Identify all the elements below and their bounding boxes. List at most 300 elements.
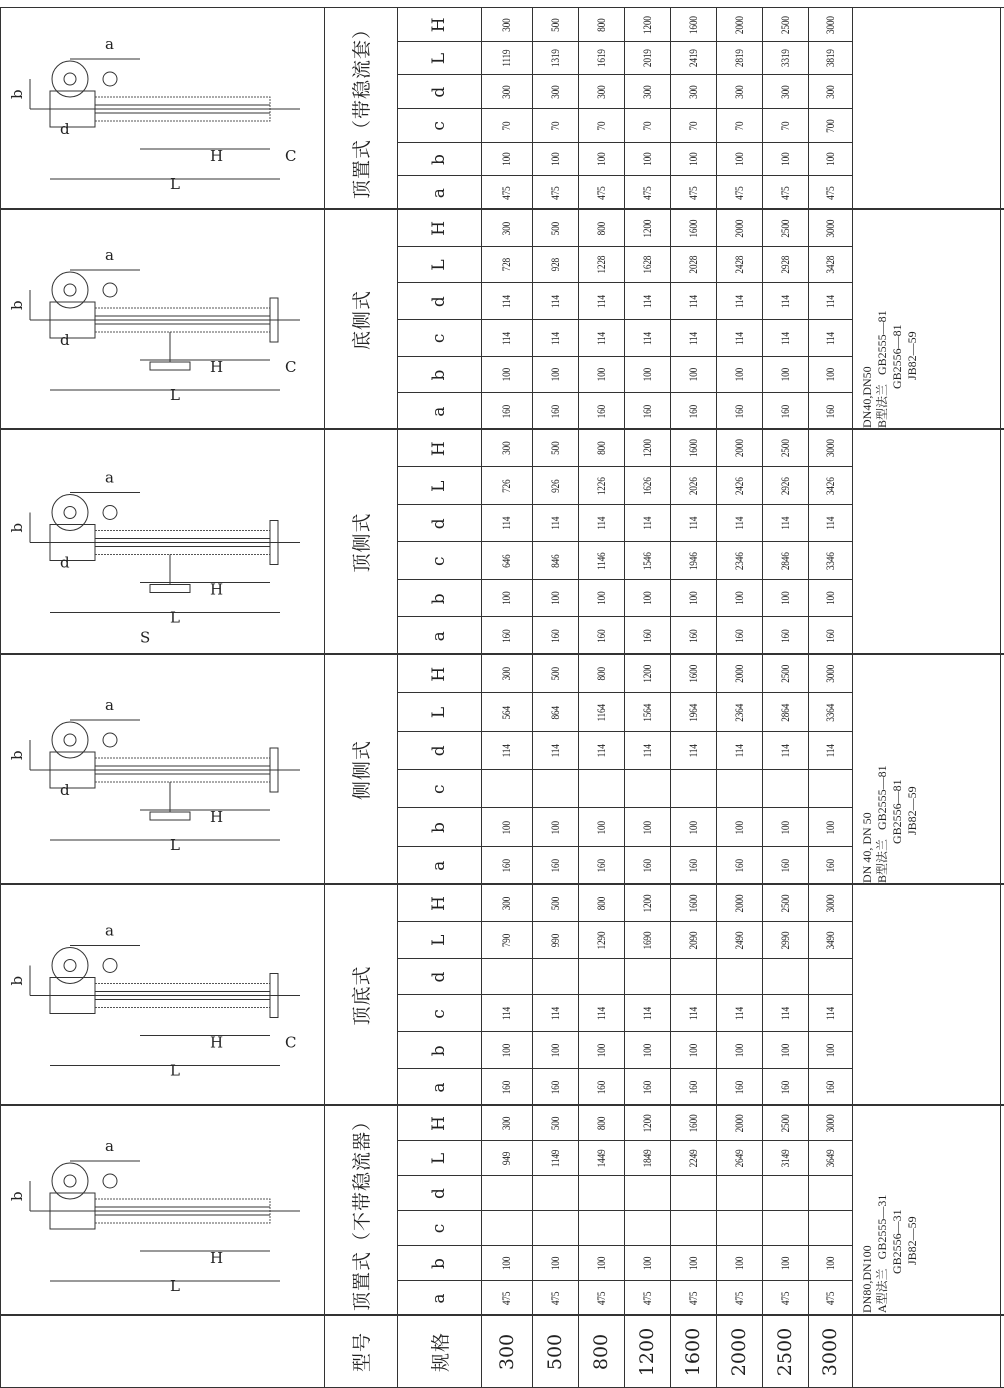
cell-d — [481, 963, 532, 992]
cell-H: 2000 — [731, 1114, 746, 1133]
spec-value: 2500 — [774, 1327, 796, 1377]
flange-standard-note — [860, 1195, 920, 1313]
param-header-b: b — [429, 369, 449, 381]
cell-c: 646 — [499, 554, 513, 568]
cell-H: 2500 — [777, 219, 792, 238]
cell-a: 160 — [639, 629, 654, 643]
cell-H: 1200 — [639, 15, 654, 34]
dim-label-b: b — [8, 522, 26, 533]
cell-b: 100 — [499, 368, 513, 382]
cell-c — [808, 774, 852, 804]
param-header-H: H — [429, 666, 449, 682]
cell-H: 2500 — [777, 894, 792, 913]
cell-d: 114 — [822, 744, 837, 758]
spec-value: 2000 — [728, 1327, 750, 1377]
cell-b: 100 — [731, 1044, 746, 1058]
cell-L: 2490 — [731, 931, 746, 950]
cell-c: 1546 — [639, 552, 654, 571]
cell-L: 2019 — [639, 49, 654, 68]
cell-d: 114 — [731, 295, 746, 309]
dim-label-a: a — [105, 696, 114, 714]
cell-H: 300 — [499, 667, 513, 681]
dim-label-L: L — [170, 1277, 180, 1295]
cell-b: 100 — [822, 152, 837, 167]
param-header-b: b — [429, 822, 449, 833]
cell-a: 160 — [593, 405, 608, 419]
param-header-d: d — [429, 1188, 449, 1199]
cell-b: 100 — [499, 1256, 513, 1271]
cell-L: 928 — [547, 258, 562, 272]
cell-d — [624, 1180, 670, 1207]
cell-H: 800 — [593, 18, 608, 32]
cell-H: 800 — [593, 896, 608, 911]
cell-a: 160 — [639, 1080, 654, 1095]
cell-L: 2028 — [685, 256, 700, 274]
cell-b: 100 — [593, 820, 608, 835]
dim-label-S: S — [140, 628, 151, 647]
cell-d — [762, 963, 808, 992]
cell-b: 100 — [547, 152, 562, 167]
cell-L: 1149 — [547, 1149, 562, 1168]
cell-H: 300 — [499, 18, 513, 32]
param-header-c: c — [429, 784, 449, 794]
cell-L: 2928 — [777, 256, 792, 274]
cell-b: 100 — [593, 1256, 608, 1271]
dim-label-L: L — [170, 175, 180, 193]
model-label: 型号 — [351, 1332, 373, 1373]
section-type-label: 侧侧式 — [351, 740, 373, 801]
cell-a: 475 — [731, 1291, 746, 1306]
dim-label-C: C — [285, 147, 297, 165]
cell-H: 2000 — [731, 15, 746, 34]
note-line: GB2556—31 — [890, 1209, 904, 1313]
cell-d: 114 — [499, 517, 513, 531]
cell-H: 800 — [593, 667, 608, 681]
note-line: DN80,DN100 — [860, 1245, 874, 1313]
cell-L: 2026 — [685, 477, 700, 496]
cell-a: 475 — [499, 186, 513, 200]
cell-c: 114 — [685, 1007, 700, 1021]
cell-c: 2346 — [731, 552, 746, 571]
cell-c: 114 — [547, 1007, 562, 1021]
cell-d — [578, 963, 624, 992]
param-header-H: H — [429, 441, 449, 457]
cell-L: 1619 — [593, 49, 608, 68]
cell-a: 475 — [593, 1291, 608, 1306]
dim-label-H: H — [210, 580, 224, 599]
cell-H: 800 — [593, 221, 608, 236]
cell-c — [762, 1215, 808, 1242]
cell-L: 3819 — [822, 49, 837, 68]
cell-H: 2500 — [777, 15, 792, 34]
cell-d: 114 — [777, 744, 792, 758]
dim-label-d: d — [60, 553, 70, 572]
dim-label-d: d — [60, 120, 70, 138]
cell-b: 100 — [547, 820, 562, 835]
cell-b: 100 — [547, 592, 562, 606]
section-type-label: 顶置式（不带稳流器） — [351, 1111, 373, 1312]
param-header-c: c — [429, 1009, 449, 1019]
note-line: DN 40, DN 50 — [860, 812, 874, 883]
spec-value: 500 — [544, 1333, 566, 1371]
cell-H: 2500 — [777, 1114, 792, 1133]
cell-a: 160 — [731, 1080, 746, 1095]
cell-a: 160 — [685, 405, 700, 419]
param-header-b: b — [429, 1045, 449, 1057]
cell-H: 1600 — [685, 219, 700, 238]
cell-c: 70 — [547, 121, 562, 131]
dim-label-b: b — [8, 750, 26, 760]
cell-b: 100 — [731, 592, 746, 606]
cell-c: 70 — [593, 121, 608, 131]
cell-a: 475 — [822, 186, 837, 200]
cell-d: 114 — [639, 517, 654, 531]
param-header-d: d — [429, 86, 449, 98]
cell-H: 3000 — [822, 219, 837, 238]
gauge-diagram-top-mounted-with-stabilizer — [0, 8, 324, 210]
cell-b: 100 — [822, 368, 837, 382]
cell-d: 114 — [593, 744, 608, 758]
note-line: JB82—59 — [905, 331, 919, 428]
cell-d — [762, 1180, 808, 1207]
cell-d — [808, 1180, 852, 1207]
note-line: B型法兰 GB2555—81 — [875, 765, 889, 883]
dim-label-H: H — [210, 808, 224, 826]
cell-b: 100 — [685, 368, 700, 382]
cell-a: 160 — [547, 859, 562, 873]
cell-d: 300 — [639, 85, 654, 99]
cell-L: 1449 — [593, 1149, 608, 1168]
cell-c — [624, 774, 670, 804]
cell-b: 100 — [639, 152, 654, 167]
cell-d: 300 — [777, 85, 792, 99]
cell-a: 160 — [822, 1080, 837, 1095]
param-header-d: d — [429, 296, 449, 308]
cell-L: 2426 — [731, 477, 746, 496]
cell-b: 100 — [822, 592, 837, 606]
cell-L: 1626 — [639, 477, 654, 496]
cell-b: 100 — [639, 1256, 654, 1271]
cell-L: 1690 — [639, 931, 654, 950]
cell-c: 1146 — [593, 552, 608, 570]
cell-L: 1564 — [639, 703, 654, 722]
cell-a: 160 — [731, 859, 746, 873]
cell-b: 100 — [731, 368, 746, 382]
cell-c: 114 — [777, 1007, 792, 1021]
cell-c: 114 — [499, 331, 513, 345]
cell-c — [808, 1215, 852, 1242]
cell-d: 114 — [547, 295, 562, 309]
cell-L: 1628 — [639, 256, 654, 274]
cell-d — [716, 963, 762, 992]
param-header-c: c — [429, 333, 449, 344]
flange-standard-note — [860, 765, 920, 883]
note-line: GB2556—81 — [890, 324, 904, 428]
section-type-label: 顶置式（带稳流套） — [351, 19, 373, 200]
cell-a: 160 — [547, 1080, 562, 1095]
cell-L: 2819 — [731, 49, 746, 68]
cell-b: 100 — [731, 152, 746, 167]
cell-d — [670, 1180, 716, 1207]
cell-b: 100 — [777, 820, 792, 835]
cell-L: 3364 — [822, 703, 837, 722]
cell-c: 114 — [731, 331, 746, 345]
cell-c: 2846 — [777, 552, 792, 571]
cell-a: 160 — [593, 1080, 608, 1095]
cell-L: 949 — [499, 1151, 513, 1166]
cell-d: 114 — [777, 517, 792, 531]
spec-value: 1200 — [636, 1327, 658, 1377]
param-header-a: a — [429, 188, 449, 199]
dim-label-C: C — [285, 1033, 297, 1052]
cell-d — [532, 1180, 578, 1207]
cell-L: 2428 — [731, 256, 746, 274]
cell-a: 160 — [499, 1080, 513, 1095]
cell-a: 475 — [639, 186, 654, 200]
dim-label-d: d — [60, 331, 70, 349]
cell-L: 2364 — [731, 703, 746, 722]
dim-label-b: b — [8, 975, 26, 986]
cell-b: 100 — [777, 152, 792, 167]
dim-label-b: b — [8, 1191, 26, 1201]
rule-data-8 — [852, 8, 853, 1388]
cell-c: 700 — [822, 119, 837, 133]
cell-a: 475 — [777, 1291, 792, 1306]
note-line: GB2556—81 — [890, 779, 904, 883]
param-header-L: L — [429, 52, 449, 65]
cell-a: 160 — [499, 859, 513, 873]
param-header-d: d — [429, 971, 449, 983]
cell-d: 114 — [685, 744, 700, 758]
dim-label-L: L — [170, 386, 180, 404]
cell-L: 2990 — [777, 931, 792, 950]
cell-d: 114 — [547, 744, 562, 758]
cell-H: 1600 — [685, 894, 700, 913]
cell-b: 100 — [731, 1256, 746, 1271]
cell-c — [578, 774, 624, 804]
gauge-diagram-top-mounted-no-stabilizer — [0, 1106, 324, 1316]
cell-a: 160 — [639, 405, 654, 419]
param-header-H: H — [429, 220, 449, 236]
cell-a: 475 — [777, 186, 792, 200]
note-line: A型法兰 GB2555—31 — [875, 1194, 889, 1313]
cell-L: 990 — [547, 933, 562, 947]
spec-value: 800 — [590, 1333, 612, 1371]
cell-b: 100 — [777, 1044, 792, 1058]
cell-b: 100 — [499, 820, 513, 835]
dim-label-a: a — [105, 246, 114, 264]
cell-d: 114 — [639, 295, 654, 309]
cell-a: 160 — [499, 405, 513, 419]
cell-b: 100 — [547, 368, 562, 382]
dim-label-L: L — [170, 836, 180, 854]
cell-H: 500 — [547, 896, 562, 911]
cell-c: 114 — [731, 1007, 746, 1021]
cell-c: 114 — [499, 1007, 513, 1021]
cell-L: 3426 — [822, 477, 837, 496]
cell-c: 114 — [685, 331, 700, 345]
cell-H: 1600 — [685, 665, 700, 684]
cell-b: 100 — [685, 820, 700, 835]
param-header-L: L — [429, 1152, 449, 1165]
cell-H: 3000 — [822, 665, 837, 684]
cell-H: 2000 — [731, 665, 746, 684]
cell-c: 114 — [639, 331, 654, 345]
cell-a: 475 — [499, 1291, 513, 1306]
cell-a: 160 — [777, 1080, 792, 1095]
cell-H: 2000 — [731, 219, 746, 238]
gauge-diagram-bottom-side — [0, 210, 324, 430]
section-type-label: 顶侧式 — [351, 512, 373, 573]
cell-L: 1964 — [685, 703, 700, 722]
cell-b: 100 — [639, 820, 654, 835]
section-type-label: 顶底式 — [351, 965, 373, 1026]
param-header-a: a — [429, 1293, 449, 1304]
param-header-L: L — [429, 934, 449, 946]
cell-L: 2649 — [731, 1149, 746, 1168]
cell-c — [481, 774, 532, 804]
dim-label-b: b — [8, 300, 26, 310]
cell-H: 2000 — [731, 439, 746, 458]
dim-label-L: L — [170, 608, 180, 627]
cell-H: 500 — [547, 18, 562, 32]
cell-a: 475 — [593, 186, 608, 200]
flange-standard-note — [860, 310, 920, 428]
cell-d — [670, 963, 716, 992]
cell-L: 1119 — [499, 49, 513, 68]
param-header-H: H — [429, 1116, 449, 1131]
dim-label-a: a — [105, 468, 114, 487]
cell-L: 790 — [499, 933, 513, 947]
cell-H: 800 — [593, 442, 608, 456]
spec-value: 300 — [495, 1333, 518, 1371]
cell-c: 846 — [547, 554, 562, 568]
cell-L: 726 — [499, 479, 513, 493]
cell-c: 114 — [777, 331, 792, 345]
cell-H: 1600 — [685, 1114, 700, 1133]
cell-c — [716, 774, 762, 804]
cell-H: 2500 — [777, 439, 792, 458]
cell-L: 864 — [547, 705, 562, 720]
cell-a: 160 — [777, 629, 792, 643]
dim-label-a: a — [105, 1137, 114, 1155]
dim-label-a: a — [105, 35, 114, 53]
cell-L: 2419 — [685, 49, 700, 68]
param-header-L: L — [429, 259, 449, 271]
param-header-b: b — [429, 593, 449, 605]
cell-b: 100 — [639, 1044, 654, 1058]
cell-c: 114 — [593, 1007, 608, 1021]
dim-label-H: H — [210, 358, 224, 376]
dim-label-C: C — [285, 358, 297, 376]
cell-d: 300 — [547, 85, 562, 99]
cell-d: 300 — [499, 85, 513, 99]
param-header-a: a — [429, 406, 449, 417]
cell-L: 728 — [499, 258, 513, 272]
cell-L: 2926 — [777, 477, 792, 496]
dim-label-b: b — [8, 89, 26, 99]
cell-a: 160 — [777, 859, 792, 873]
cell-a: 160 — [547, 405, 562, 419]
cell-a: 475 — [685, 1291, 700, 1306]
cell-a: 160 — [593, 629, 608, 643]
cell-d — [808, 963, 852, 992]
cell-c: 70 — [777, 121, 792, 131]
cell-d: 114 — [731, 517, 746, 531]
cell-a: 160 — [593, 859, 608, 873]
cell-L: 2864 — [777, 703, 792, 722]
cell-d — [624, 963, 670, 992]
cell-d: 114 — [499, 295, 513, 309]
cell-b: 100 — [547, 1256, 562, 1271]
note-line: JB82—59 — [905, 1216, 919, 1313]
cell-b: 100 — [499, 592, 513, 606]
cell-d: 114 — [547, 517, 562, 531]
cell-H: 1200 — [639, 665, 654, 684]
dim-label-H: H — [210, 147, 224, 165]
cell-H: 1200 — [639, 894, 654, 913]
cell-d: 114 — [639, 744, 654, 758]
cell-b: 100 — [731, 820, 746, 835]
cell-H: 300 — [499, 221, 513, 236]
spec-label: 规格 — [429, 1332, 452, 1373]
cell-b: 100 — [777, 1256, 792, 1271]
cell-H: 1200 — [639, 439, 654, 458]
note-line: JB82—59 — [905, 786, 919, 883]
cell-b: 100 — [777, 368, 792, 382]
cell-a: 475 — [731, 186, 746, 200]
cell-b: 100 — [639, 592, 654, 606]
cell-d: 114 — [822, 295, 837, 309]
cell-L: 1226 — [593, 477, 608, 496]
param-header-L: L — [429, 706, 449, 719]
cell-a: 160 — [639, 859, 654, 873]
cell-a: 160 — [822, 405, 837, 419]
cell-a: 160 — [685, 1080, 700, 1095]
cell-a: 160 — [777, 405, 792, 419]
gauge-diagram-side-side — [0, 655, 324, 885]
cell-c: 70 — [639, 121, 654, 131]
cell-b: 100 — [685, 1256, 700, 1271]
cell-L: 1228 — [593, 256, 608, 274]
cell-H: 1200 — [639, 219, 654, 238]
spec-value: 3000 — [819, 1327, 841, 1377]
cell-a: 160 — [685, 859, 700, 873]
cell-L: 3649 — [822, 1149, 837, 1168]
cell-H: 2000 — [731, 894, 746, 913]
cell-a: 160 — [822, 859, 837, 873]
cell-d: 114 — [777, 295, 792, 309]
param-header-a: a — [429, 860, 449, 871]
cell-H: 1200 — [639, 1114, 654, 1133]
cell-a: 475 — [822, 1291, 837, 1306]
cell-L: 926 — [547, 479, 562, 493]
cell-c: 114 — [593, 331, 608, 345]
param-header-b: b — [429, 154, 449, 165]
cell-c: 70 — [499, 121, 513, 131]
param-header-b: b — [429, 1258, 449, 1269]
gauge-diagram-top-bottom — [0, 885, 324, 1106]
cell-c: 70 — [731, 121, 746, 131]
cell-d — [532, 963, 578, 992]
cell-L: 1290 — [593, 931, 608, 950]
cell-a: 475 — [547, 186, 562, 200]
cell-d: 114 — [685, 295, 700, 309]
cell-b: 100 — [593, 152, 608, 167]
dim-label-H: H — [210, 1249, 224, 1267]
cell-L: 3490 — [822, 931, 837, 950]
cell-L: 3319 — [777, 49, 792, 68]
